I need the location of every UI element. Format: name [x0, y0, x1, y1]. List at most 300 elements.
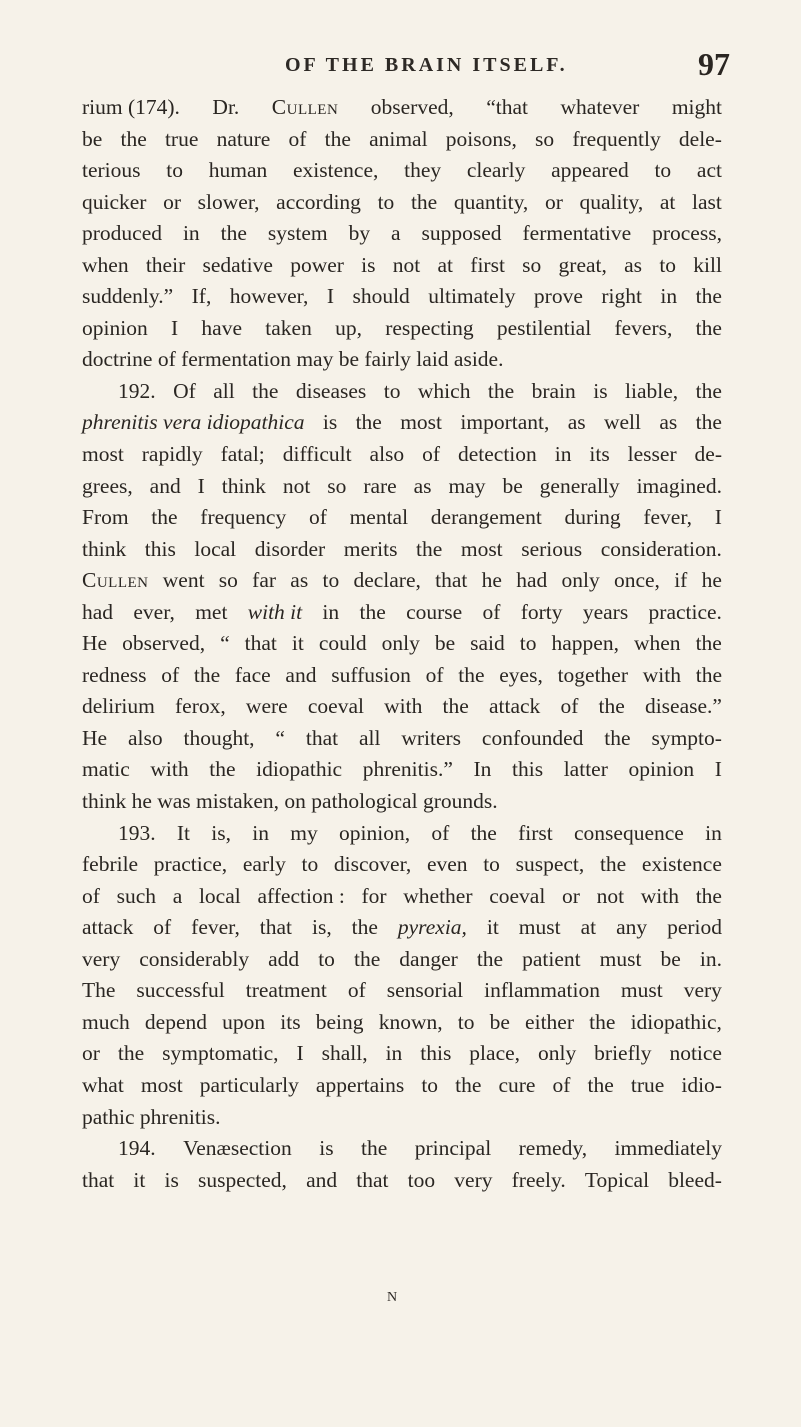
word: disease.”: [644, 694, 722, 719]
word: He: [82, 725, 108, 750]
text-line: [82, 313, 722, 345]
word: appertains: [315, 1072, 405, 1097]
word: whatever: [560, 95, 640, 119]
text-line: [82, 1038, 722, 1070]
word: difficult: [282, 442, 352, 467]
word: went: [162, 568, 205, 593]
word: attack: [488, 694, 541, 719]
word: opinion: [82, 315, 148, 340]
word: also: [369, 442, 405, 467]
word: the: [695, 315, 722, 340]
word: to: [318, 946, 335, 971]
word: with: [640, 883, 679, 908]
word: said: [470, 631, 505, 656]
word: danger: [399, 946, 458, 971]
word: the: [695, 378, 722, 403]
word: as: [659, 410, 678, 435]
word: of: [288, 126, 307, 151]
word: not: [596, 883, 625, 908]
word: quality,: [579, 189, 644, 214]
word: as: [290, 568, 309, 593]
word: so: [327, 473, 347, 498]
word: the: [458, 662, 485, 687]
text-line: [82, 723, 722, 755]
word: of: [431, 820, 450, 845]
word: might: [671, 95, 722, 119]
running-title: OF THE BRAIN ITSELF.: [285, 54, 568, 76]
word: of: [308, 505, 327, 530]
text-line: [82, 1007, 722, 1039]
word: in: [252, 820, 270, 845]
word: immediately: [614, 1136, 722, 1161]
word: much: [82, 1009, 130, 1034]
word: that: [244, 631, 277, 656]
word: even: [426, 852, 468, 877]
text-line: [82, 92, 722, 124]
word: the: [353, 946, 381, 971]
word: important,: [460, 410, 550, 435]
word: must: [518, 915, 561, 940]
word: the: [487, 378, 515, 403]
word: sympto-: [651, 725, 722, 750]
word: think: [82, 536, 127, 561]
word: this: [512, 757, 544, 782]
word: in: [182, 221, 200, 246]
text-line: [82, 124, 722, 156]
word: is: [322, 410, 338, 435]
word: symptomatic,: [162, 1041, 279, 1066]
word: the: [599, 852, 627, 877]
word: to: [519, 631, 537, 656]
word: in: [660, 284, 678, 309]
word: for: [361, 883, 387, 908]
word: eyes,: [499, 662, 543, 687]
word: Topical: [584, 1167, 650, 1192]
word: the: [220, 221, 247, 246]
word: its: [280, 1009, 301, 1034]
word: that: [435, 568, 468, 593]
word: doctrine of fermentation may be fairly laid aside.: [82, 347, 504, 372]
text-line: [82, 849, 722, 881]
word: sedative: [202, 252, 273, 277]
word: serious: [521, 536, 583, 561]
word: very: [454, 1167, 493, 1192]
word: which: [417, 378, 471, 403]
word: local: [198, 883, 241, 908]
text-line: [82, 376, 722, 408]
word: diseases: [295, 378, 367, 403]
word: in: [385, 1041, 403, 1066]
word: this: [420, 1041, 452, 1066]
word: a: [391, 221, 401, 246]
word: frequently: [572, 126, 661, 151]
text-line: [82, 439, 722, 471]
word: add: [268, 946, 300, 971]
word: forty: [520, 599, 563, 624]
word: so: [522, 252, 542, 277]
text-line: [82, 912, 722, 944]
word: liable,: [625, 378, 679, 403]
word: From: [82, 505, 129, 530]
text-line: [82, 691, 722, 723]
word: process,: [652, 221, 722, 246]
word: 194.: [118, 1136, 156, 1161]
word: when: [82, 252, 129, 277]
word: rare: [363, 473, 397, 498]
word: with it: [247, 599, 303, 624]
text-line: [82, 628, 722, 660]
word: to: [383, 378, 401, 403]
word: of: [552, 1072, 571, 1097]
word: Cullen: [271, 95, 339, 119]
word: and: [306, 1167, 338, 1192]
text-line: [82, 1102, 722, 1134]
word: suspected,: [197, 1167, 287, 1192]
text-line: [82, 407, 722, 439]
word: first: [518, 820, 553, 845]
signature-mark: N: [387, 1290, 398, 1305]
word: too: [407, 1167, 436, 1192]
running-head: [0, 32, 801, 82]
word: of: [422, 442, 441, 467]
word: be: [82, 126, 103, 151]
word: idiopathic: [256, 757, 343, 782]
word: power: [290, 252, 344, 277]
word: being: [315, 1009, 364, 1034]
word: to: [421, 1072, 439, 1097]
word: or: [163, 189, 182, 214]
text-line: [82, 818, 722, 850]
word: merits: [343, 536, 398, 561]
text-line: [82, 944, 722, 976]
word: in.: [699, 946, 722, 971]
word: the: [695, 410, 722, 435]
word: mental: [349, 505, 409, 530]
word: either: [525, 1009, 574, 1034]
word: he: [481, 568, 502, 593]
word: pyrexia,: [397, 915, 467, 940]
word: when: [633, 631, 681, 656]
word: must: [599, 946, 642, 971]
word: ultimately: [428, 284, 516, 309]
word: most: [460, 536, 503, 561]
word: had: [82, 599, 114, 624]
word: latter: [563, 757, 608, 782]
word: of: [161, 662, 180, 687]
word: is: [164, 1167, 179, 1192]
word: I: [197, 473, 205, 498]
word: dele-: [678, 126, 722, 151]
word: act: [696, 158, 722, 183]
word: taken: [265, 315, 312, 340]
word: opinion: [628, 757, 695, 782]
word: as: [567, 410, 586, 435]
word: or: [544, 189, 563, 214]
word: or: [82, 1041, 100, 1066]
word: pathic phrenitis.: [82, 1104, 221, 1129]
word: they: [404, 158, 442, 183]
word: bleed-: [668, 1167, 722, 1192]
word: all: [358, 725, 381, 750]
word: not: [392, 252, 421, 277]
word: may: [448, 473, 486, 498]
word: confounded: [481, 725, 584, 750]
word: particularly: [199, 1072, 299, 1097]
word: to: [301, 852, 319, 877]
text-line: [82, 754, 722, 786]
word: inflammation: [484, 978, 600, 1003]
word: suddenly.”: [82, 284, 174, 309]
word: thought,: [183, 725, 255, 750]
word: terious: [82, 158, 141, 183]
word: nature: [216, 126, 271, 151]
word: be: [660, 946, 681, 971]
word: the: [361, 1136, 388, 1161]
word: be: [489, 1009, 510, 1034]
word: of: [560, 694, 579, 719]
word: is: [593, 378, 608, 403]
word: respecting: [385, 315, 474, 340]
word: affection :: [257, 883, 345, 908]
page-number: 97: [698, 46, 730, 82]
word: it: [133, 1167, 146, 1192]
word: the: [351, 915, 378, 940]
word: the: [587, 1072, 614, 1097]
word: principal: [414, 1136, 492, 1161]
word: to: [377, 189, 395, 214]
word: appeared: [551, 158, 629, 183]
word: the: [455, 1072, 482, 1097]
word: the: [252, 378, 279, 403]
word: the: [151, 505, 178, 530]
word: human: [208, 158, 268, 183]
word: frequency: [200, 505, 287, 530]
word: practice,: [153, 852, 228, 877]
word: 193.: [118, 820, 156, 845]
word: during: [564, 505, 621, 530]
word: “: [275, 725, 285, 750]
word: redness: [82, 662, 147, 687]
word: clearly: [466, 158, 526, 183]
word: great,: [558, 252, 607, 277]
word: the: [416, 536, 443, 561]
word: course: [406, 599, 463, 624]
word: freely.: [511, 1167, 566, 1192]
word: The: [82, 978, 116, 1003]
word: a: [172, 883, 183, 908]
word: think he was mistaken, on pathological grounds.: [82, 789, 498, 814]
body-text: [82, 92, 722, 1196]
word: also: [127, 725, 163, 750]
word: I: [296, 1041, 304, 1066]
word: patient: [522, 946, 581, 971]
word: this: [144, 536, 176, 561]
word: “: [220, 631, 230, 656]
word: at: [659, 189, 676, 214]
text-line: [82, 187, 722, 219]
word: think: [221, 473, 266, 498]
word: up,: [335, 315, 362, 340]
word: derangement: [430, 505, 542, 530]
word: rapidly: [141, 442, 203, 467]
word: detection: [457, 442, 537, 467]
word: He: [82, 631, 108, 656]
word: 192.: [118, 378, 156, 403]
word: that: [356, 1167, 389, 1192]
word: very: [683, 978, 722, 1003]
word: my: [290, 820, 318, 845]
word: poisons,: [445, 126, 517, 151]
word: early: [242, 852, 286, 877]
word: most: [82, 442, 124, 467]
word: pestilential: [496, 315, 592, 340]
word: at: [580, 915, 597, 940]
word: he: [701, 568, 722, 593]
word: Dr.: [212, 95, 240, 119]
word: as: [624, 252, 643, 277]
word: must: [620, 978, 663, 1003]
word: to: [483, 852, 500, 877]
word: only: [537, 1041, 577, 1066]
word: Of: [173, 378, 196, 403]
word: with: [642, 662, 681, 687]
word: is: [319, 1136, 334, 1161]
word: and: [149, 473, 181, 498]
text-line: [82, 1070, 722, 1102]
word: de-: [694, 442, 722, 467]
word: the: [598, 694, 625, 719]
word: existence: [641, 852, 722, 877]
word: fevers,: [614, 315, 673, 340]
word: or: [561, 883, 580, 908]
word: the: [695, 284, 722, 309]
word: the: [695, 883, 722, 908]
text-line: [82, 597, 722, 629]
word: happen,: [551, 631, 619, 656]
word: far: [252, 568, 277, 593]
word: all: [213, 378, 235, 403]
word: prove: [533, 284, 583, 309]
word: right: [601, 284, 642, 309]
word: I: [326, 284, 334, 309]
word: quantity,: [453, 189, 529, 214]
text-line: [82, 155, 722, 187]
word: to: [457, 1009, 475, 1034]
word: so: [218, 568, 238, 593]
word: brain: [531, 378, 576, 403]
word: well: [603, 410, 641, 435]
word: existence,: [293, 158, 379, 183]
word: fatal;: [220, 442, 265, 467]
word: practice.: [648, 599, 722, 624]
word: if: [674, 568, 688, 593]
text-line: [82, 250, 722, 282]
word: upon: [222, 1009, 266, 1034]
word: the: [604, 725, 631, 750]
word: consequence: [574, 820, 684, 845]
word: in: [705, 820, 722, 845]
text-line: [82, 565, 722, 597]
word: last: [692, 189, 722, 214]
word: it: [291, 631, 304, 656]
word: is,: [311, 915, 332, 940]
word: with: [150, 757, 189, 782]
word: place,: [469, 1041, 521, 1066]
word: however,: [229, 284, 309, 309]
word: the: [355, 410, 382, 435]
word: considerably: [139, 946, 250, 971]
word: febrile: [82, 852, 139, 877]
word: suffusion: [331, 662, 411, 687]
word: not: [282, 473, 311, 498]
word: produced: [82, 221, 162, 246]
word: such: [116, 883, 157, 908]
word: that: [259, 915, 293, 940]
word: any: [616, 915, 648, 940]
word: ever,: [133, 599, 175, 624]
word: attack: [82, 915, 134, 940]
word: first: [470, 252, 505, 277]
word: disorder: [254, 536, 326, 561]
word: idio-: [681, 1072, 722, 1097]
word: delirium: [82, 694, 155, 719]
word: the: [442, 694, 469, 719]
word: the: [470, 820, 497, 845]
word: and: [285, 662, 317, 687]
word: coeval: [489, 883, 546, 908]
word: matic: [82, 757, 130, 782]
word: the: [695, 631, 722, 656]
word: to: [322, 568, 340, 593]
word: the: [410, 189, 438, 214]
text-line: [82, 502, 722, 534]
word: as: [413, 473, 432, 498]
word: declare,: [353, 568, 421, 593]
word: fever,: [643, 505, 693, 530]
word: phrenitis vera idiopathica: [82, 410, 305, 435]
word: once,: [613, 568, 660, 593]
word: to: [654, 158, 672, 183]
word: most: [140, 1072, 183, 1097]
word: of: [425, 662, 444, 687]
word: I: [170, 315, 179, 340]
word: of: [153, 915, 172, 940]
word: true: [164, 126, 199, 151]
word: true: [630, 1072, 665, 1097]
word: period: [667, 915, 722, 940]
word: with: [384, 694, 423, 719]
word: imagined.: [636, 473, 722, 498]
word: If,: [191, 284, 212, 309]
word: lesser: [627, 442, 677, 467]
word: what: [82, 1072, 124, 1097]
word: of: [482, 599, 501, 624]
word: slower,: [197, 189, 260, 214]
word: phrenitis.”: [362, 757, 453, 782]
word: so: [535, 126, 555, 151]
word: very: [82, 946, 121, 971]
word: opinion,: [339, 820, 411, 845]
text-line: [82, 786, 722, 818]
word: rium (174).: [82, 95, 180, 119]
word: the: [589, 1009, 616, 1034]
word: that: [305, 725, 339, 750]
word: together: [557, 662, 629, 687]
word: by: [348, 221, 371, 246]
word: the: [324, 126, 351, 151]
word: it: [486, 915, 499, 940]
word: I: [714, 505, 722, 530]
